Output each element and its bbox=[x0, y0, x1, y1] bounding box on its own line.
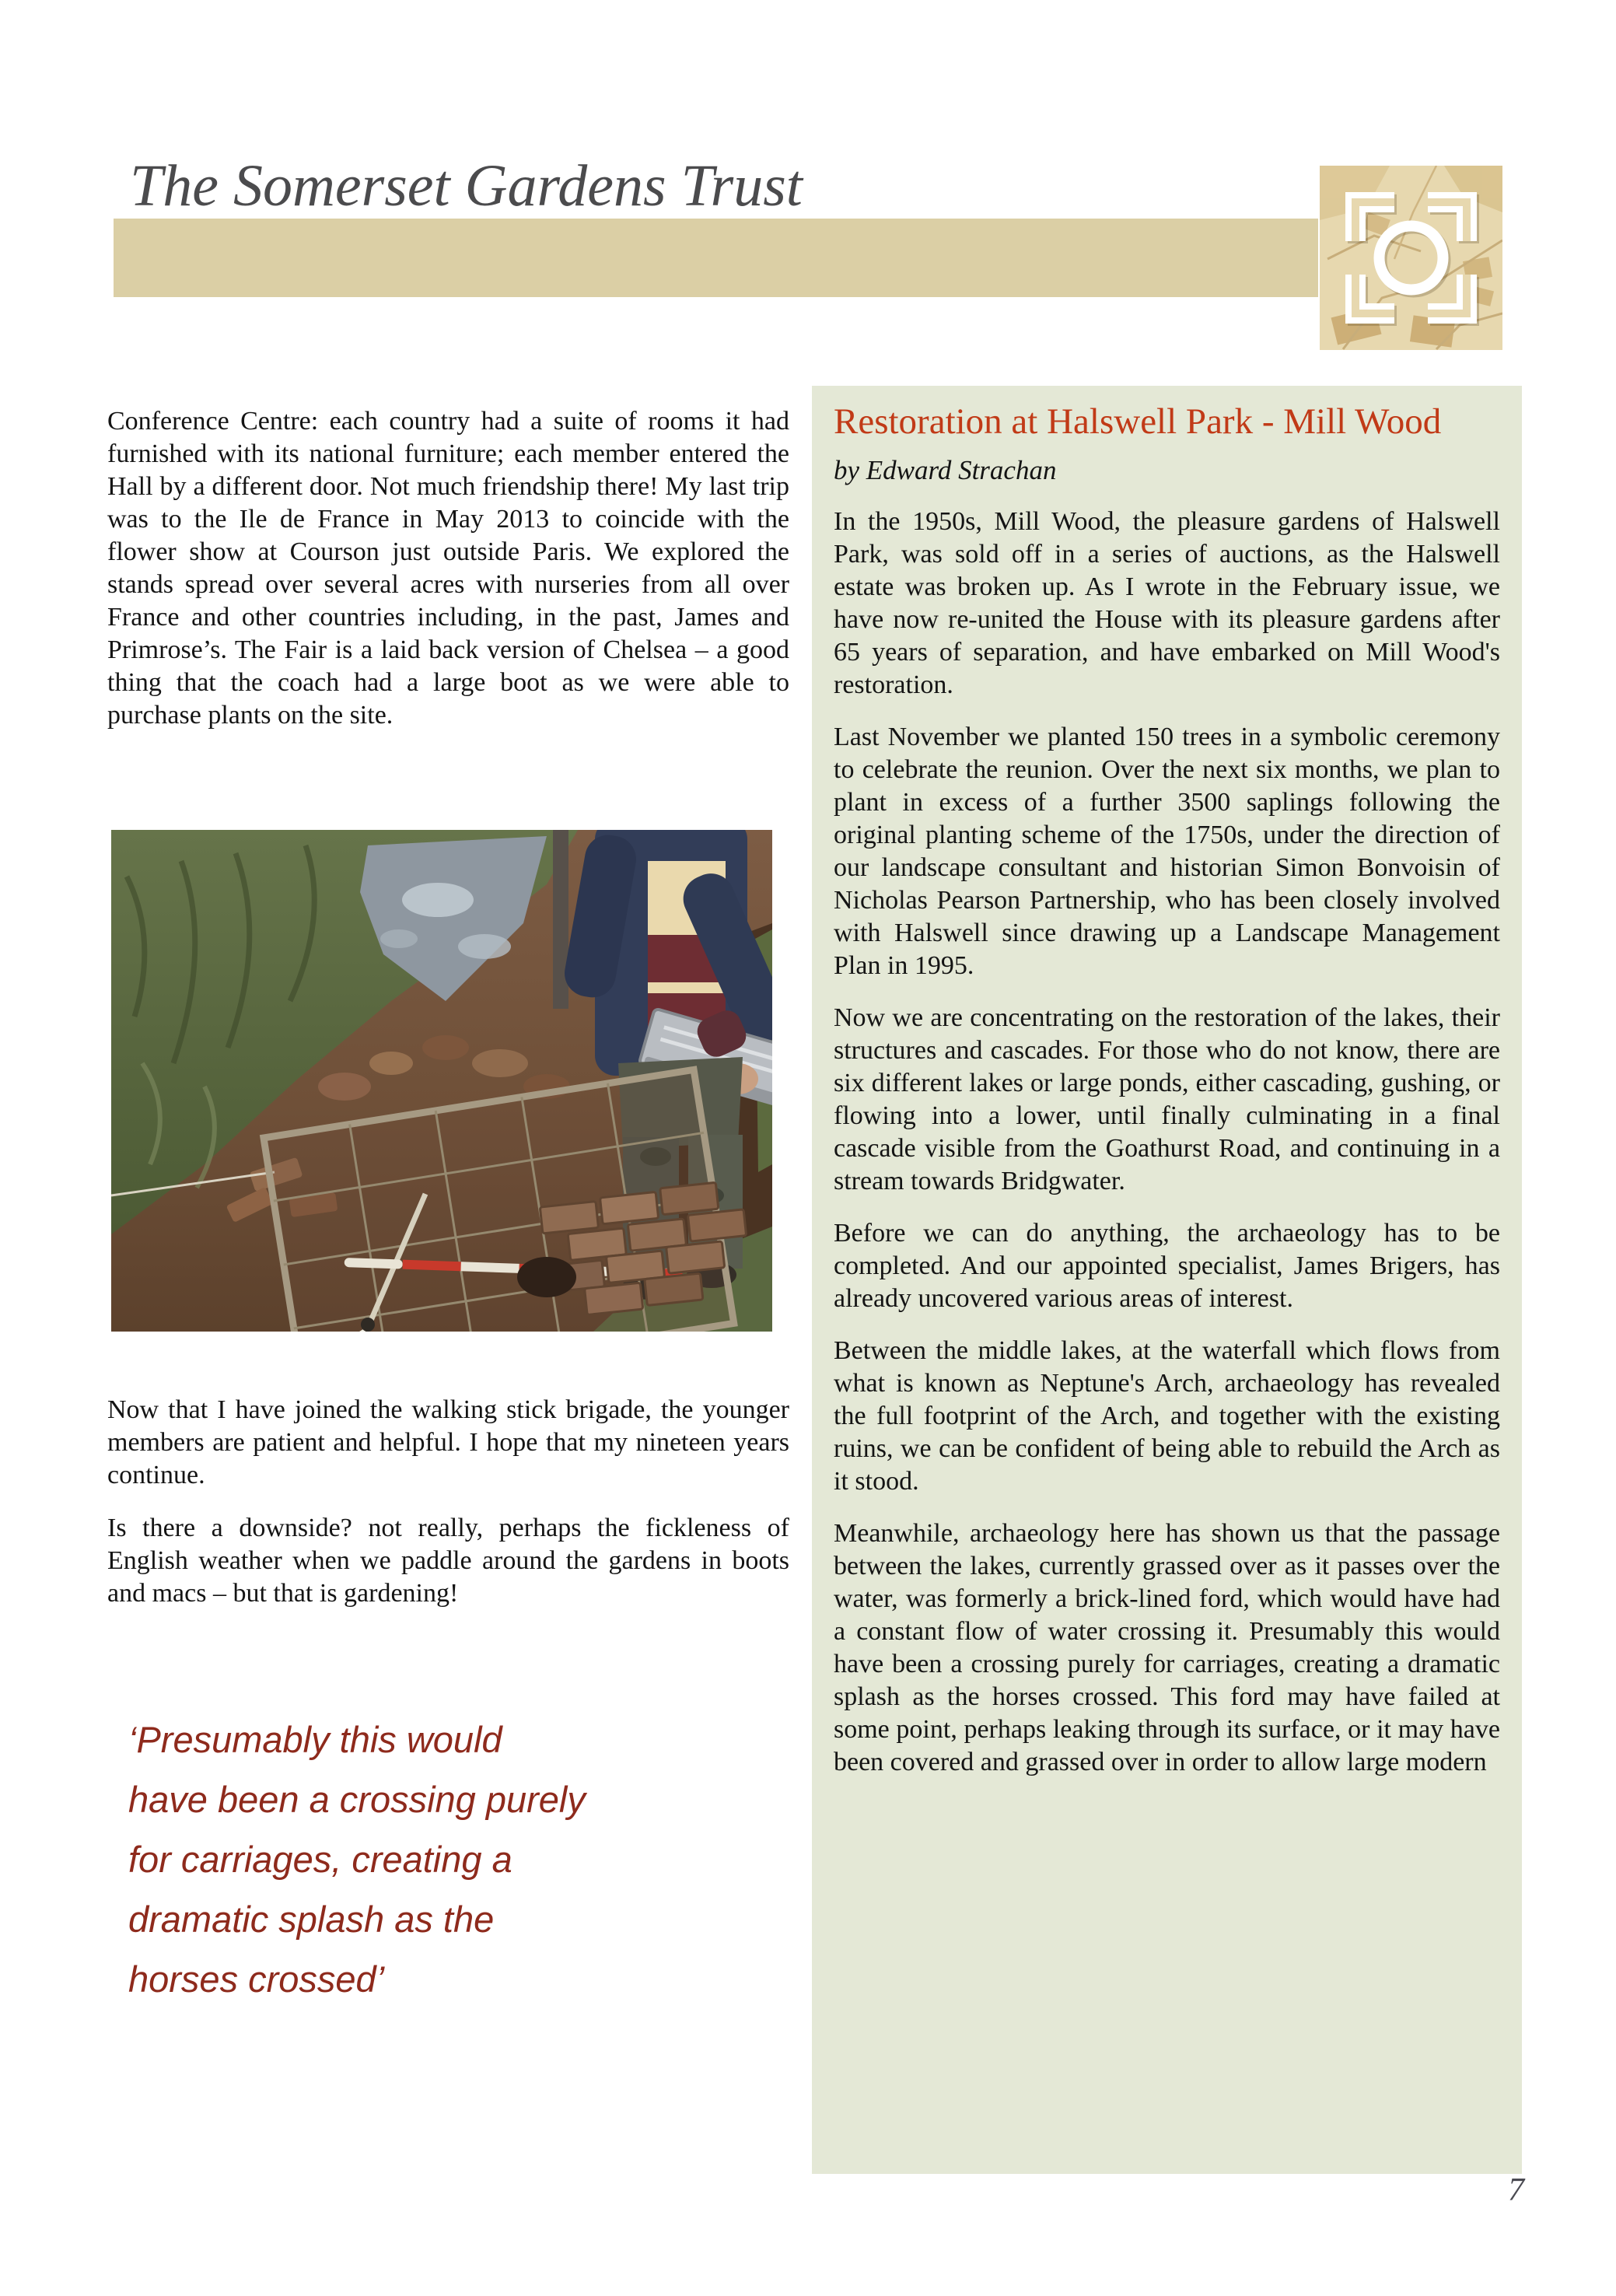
article-paragraph: Before we can do anything, the archaeology has to be completed. And our appointed specialist, James Brigers, has already uncovered various areas of interest. bbox=[834, 1219, 1500, 1313]
article-paragraph: In the 1950s, Mill Wood, the pleasure gardens of Halswell Park, was sold off in a series of auctions, as the Halswell estate was broken up. As I wrote in the February issue, we have now re-united the House with its pleasure gardens after 65 years of separation, and have embarked on Mill Wood's restoration. bbox=[834, 507, 1500, 699]
page-title: The Somerset Gardens Trust bbox=[130, 153, 803, 219]
pull-quote-line: for carriages, creating a bbox=[128, 1839, 512, 1880]
article-byline: by Edward Strachan bbox=[834, 455, 1057, 485]
left-column-paragraph: Is there a downside? not really, perhaps the fickleness of English weather when we paddle around the gardens in boots and macs – but that is gardening! bbox=[107, 1514, 789, 1608]
left-column-paragraph: Now that I have joined the walking stick brigade, the younger members are patient and helpful. I hope that my nineteen years continue. bbox=[107, 1395, 789, 1489]
article-paragraph: Between the middle lakes, at the waterfall which flows from what is known as Neptune's Arch, archaeology has revealed the full footprint of the Arch, and together with the existing ruins, we can be confident of being able to rebuild the Arch as it stood. bbox=[834, 1336, 1500, 1496]
somerset-gardens-trust-logo bbox=[1320, 166, 1502, 350]
garden-parterre-icon bbox=[1320, 166, 1502, 350]
article-title: Restoration at Halswell Park - Mill Wood bbox=[834, 401, 1442, 442]
article-paragraph: Now we are concentrating on the restoration of the lakes, their structures and cascades. For those who do not know, there are six different lakes or large ponds, either cascading, gushing, or flowing into a lower, until finally culminating in a final cascade visible from the Goathurst Road, and continuing in a stream towards Bridgwater. bbox=[834, 1003, 1500, 1195]
left-column-paragraph: Conference Centre: each country had a suite of rooms it had furnished with its national furniture; each member entered the Hall by a different door. Not much friendship there! My last trip was to the Ile de France in May 2013 to coincide with the flower show at Courson just outside Paris. We explored the stands spread over several acres with nurseries from all over France and other countries including, in the past, James and Primrose’s. The Fair is a laid back version of Chelsea – a good thing that the coach had a large boot as we were able to purchase plants on the site. bbox=[107, 407, 789, 730]
pull-quote-line: dramatic splash as the bbox=[128, 1899, 495, 1940]
excavation-photo bbox=[111, 830, 772, 1332]
pull-quote bbox=[128, 1710, 782, 2009]
masthead-bar bbox=[114, 219, 1318, 297]
pull-quote-line: have been a crossing purely bbox=[128, 1779, 586, 1820]
article-paragraph: Meanwhile, archaeology here has shown us that the passage between the lakes, currently grassed over as it passes over the water, was formerly a brick-lined ford, which would have had a constant flow of water crossing it. Presumably this would have been a crossing purely for carriages, creating a dramatic splash as the horses crossed. This ford may have failed at some point, perhaps leaking through its surface, or it may have been covered and grassed over in order to allow large modern bbox=[834, 1519, 1500, 1776]
page-number: 7 bbox=[1508, 2172, 1524, 2208]
article-box bbox=[812, 386, 1522, 2174]
article-paragraph: Last November we planted 150 trees in a symbolic ceremony to celebrate the reunion. Over the next six months, we plan to plant in excess of a further 3500 saplings following the original planting scheme of the 1750s, under the direction of our landscape consultant and historian Simon Bonvoisin of Nicholas Pearson Partnership, who has been closely involved with Halswell since drawing up a Landscape Management Plan in 1995. bbox=[834, 723, 1500, 980]
pull-quote-line: horses crossed’ bbox=[128, 1958, 385, 2000]
pull-quote-line: ‘Presumably this would bbox=[128, 1719, 502, 1760]
